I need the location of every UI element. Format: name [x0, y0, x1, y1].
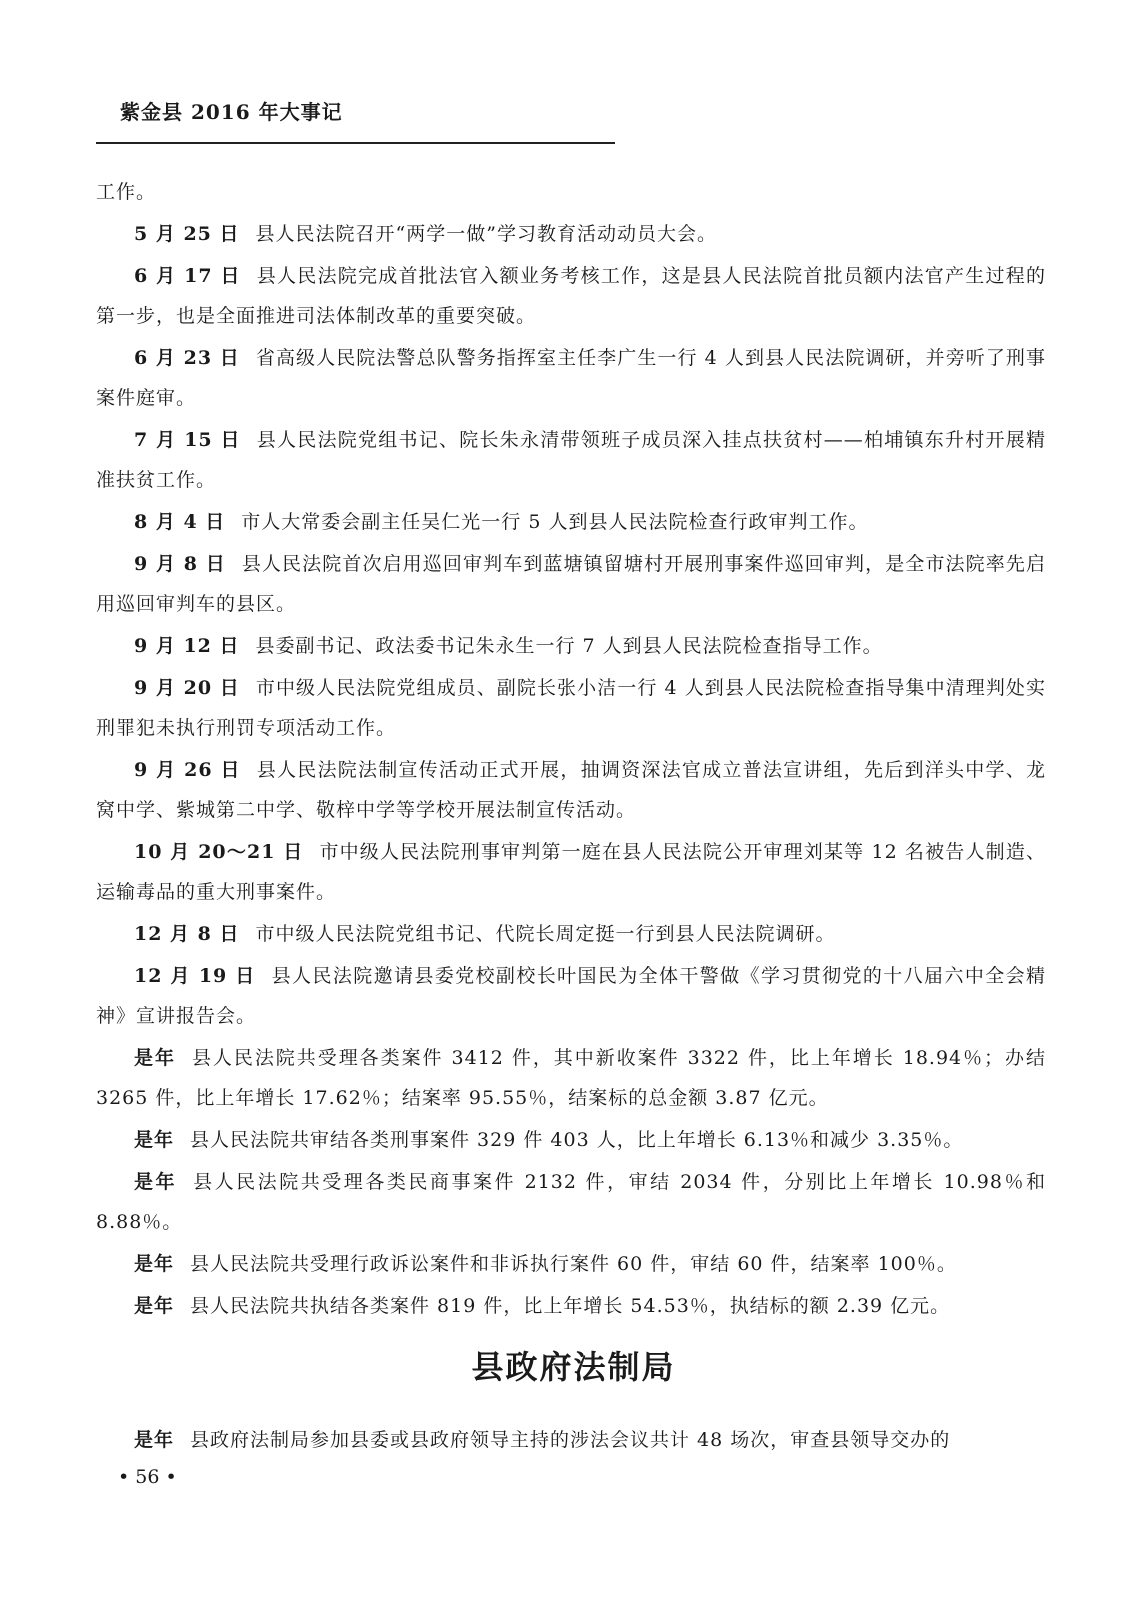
section-title: 县政府法制局 [471, 1348, 676, 1386]
entry-text: 市中级人民法院刑事审判第一庭在县人民法院公开审理刘某等 12 名被告人制造、运输毒品的重大刑事案件。 [96, 841, 1046, 903]
entry-paragraph [96, 750, 1046, 830]
entry-paragraph [96, 956, 1046, 1036]
entry-date: 9 月 12 日 [134, 635, 240, 657]
entry-paragraph [96, 1162, 1046, 1242]
entry-date: 9 月 8 日 [134, 553, 226, 575]
entry-text: 县人民法院共受理各类案件 3412 件，其中新收案件 3322 件，比上年增长 18.94％；办结 3265 件，比上年增长 17.62％；结案率 95.55％，结案标的总金额 3.87 亿元。 [96, 1047, 1046, 1109]
entry-date: 6 月 23 日 [134, 347, 240, 369]
entry-text: 省高级人民院法警总队警务指挥室主任李广生一行 4 人到县人民法院调研，并旁听了刑事案件庭审。 [96, 347, 1046, 409]
running-header: 紫金县 2016 年大事记 [120, 100, 343, 124]
entry-date: 12 月 8 日 [134, 923, 240, 945]
entry-date: 是年 [134, 1429, 175, 1451]
entry-text: 县人民法院召开“两学一做”学习教育活动动员大会。 [255, 223, 717, 245]
entry-text: 县委副书记、政法委书记朱永生一行 7 人到县人民法院检查指导工作。 [255, 635, 883, 657]
entry-paragraph [96, 832, 1046, 912]
entry-paragraph [96, 626, 1046, 666]
entry-paragraph [96, 1420, 1046, 1460]
entry-text: 县政府法制局参加县委或县政府领导主持的涉法会议共计 48 场次，审查县领导交办的 [190, 1429, 951, 1451]
entry-date: 6 月 17 日 [134, 265, 241, 287]
entry-paragraph [96, 544, 1046, 624]
entry-text: 县人民法院党组书记、院长朱永清带领班子成员深入挂点扶贫村——柏埔镇东升村开展精准扶贫工作。 [96, 429, 1046, 491]
entry-paragraph [96, 172, 1046, 212]
entry-date: 10 月 20～21 日 [134, 841, 304, 863]
entry-date: 5 月 25 日 [134, 223, 240, 245]
entry-paragraph [96, 1286, 1046, 1326]
entry-text: 县人民法院共执结各类案件 819 件，比上年增长 54.53％，执结标的额 2.39 亿元。 [190, 1295, 951, 1317]
entry-text: 市中级人民法院党组成员、副院长张小洁一行 4 人到县人民法院检查指导集中清理判处实刑罪犯未执行刑罚专项活动工作。 [96, 677, 1046, 739]
entry-date: 9 月 26 日 [134, 759, 241, 781]
entry-text: 县人民法院法制宣传活动正式开展，抽调资深法官成立普法宣讲组，先后到洋头中学、龙窝中学、紫城第二中学、敬梓中学等学校开展法制宣传活动。 [96, 759, 1046, 821]
entry-date: 7 月 15 日 [134, 429, 241, 451]
entry-paragraph [96, 914, 1046, 954]
entry-paragraph [96, 1120, 1046, 1160]
entry-text: 市人大常委会副主任吴仁光一行 5 人到县人民法院检查行政审判工作。 [241, 511, 869, 533]
entry-paragraph [96, 1038, 1046, 1118]
entry-text: 县人民法院完成首批法官入额业务考核工作，这是县人民法院首批员额内法官产生过程的第一步，也是全面推进司法体制改革的重要突破。 [96, 265, 1046, 327]
entry-date: 9 月 20 日 [134, 677, 240, 699]
entry-paragraph [96, 502, 1046, 542]
entry-date: 12 月 19 日 [134, 965, 256, 987]
entry-paragraph [96, 338, 1046, 418]
entry-text: 工作。 [96, 181, 157, 203]
entry-date: 是年 [134, 1129, 175, 1151]
entry-paragraph [96, 420, 1046, 500]
entry-date: 是年 [134, 1047, 176, 1069]
entry-text: 县人民法院共受理各类民商事案件 2132 件，审结 2034 件，分别比上年增长 10.98％和 8.88％。 [96, 1171, 1046, 1233]
header-rule [96, 142, 615, 144]
entry-date: 是年 [134, 1171, 178, 1193]
page-number: • 56 • [118, 1466, 177, 1488]
section-entries [96, 1420, 1046, 1460]
entry-text: 县人民法院共审结各类刑事案件 329 件 403 人，比上年增长 6.13％和减少 3.35％。 [190, 1129, 964, 1151]
entry-paragraph [96, 1244, 1046, 1284]
entries-list [96, 172, 1046, 1328]
entry-paragraph [96, 256, 1046, 336]
entry-date: 是年 [134, 1295, 175, 1317]
entry-text: 县人民法院共受理行政诉讼案件和非诉执行案件 60 件，审结 60 件，结案率 100％。 [190, 1253, 957, 1275]
entry-paragraph [96, 668, 1046, 748]
entry-date: 8 月 4 日 [134, 511, 226, 533]
entry-text: 县人民法院邀请县委党校副校长叶国民为全体干警做《学习贯彻党的十八届六中全会精神》宣讲报告会。 [96, 965, 1046, 1027]
entry-date: 是年 [134, 1253, 175, 1275]
entry-text: 县人民法院首次启用巡回审判车到蓝塘镇留塘村开展刑事案件巡回审判，是全市法院率先启用巡回审判车的县区。 [96, 553, 1046, 615]
entry-text: 市中级人民法院党组书记、代院长周定挺一行到县人民法院调研。 [255, 923, 836, 945]
entry-paragraph [96, 214, 1046, 254]
